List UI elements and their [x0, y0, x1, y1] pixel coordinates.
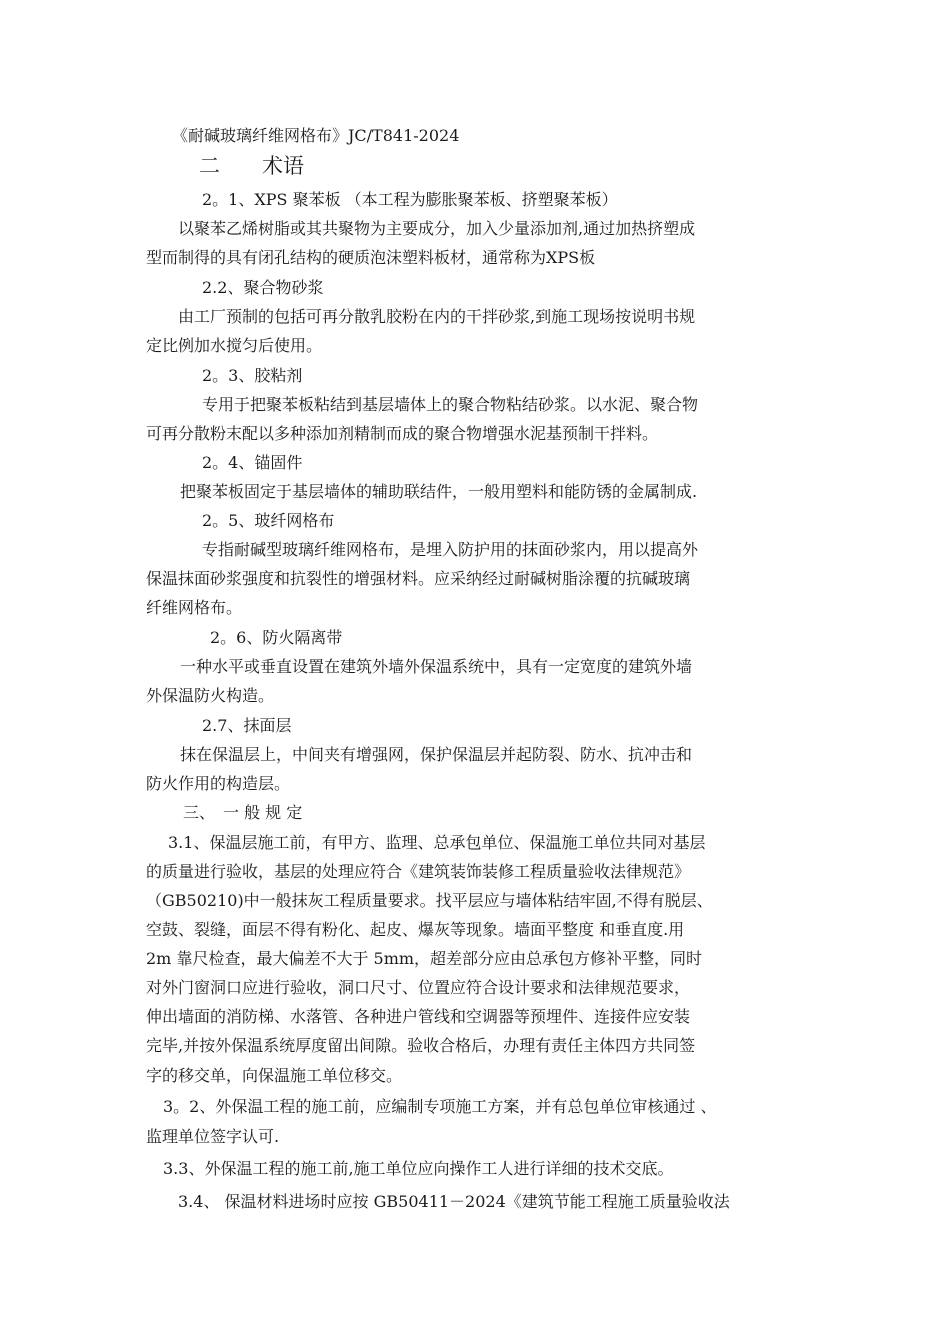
paragraph-line: 空鼓、裂缝，面层不得有粉化、起皮、爆灰等现象。墙面平整度 和垂直度.用 — [146, 920, 685, 939]
term-heading-2-7: 2.7、抹面层 — [202, 716, 292, 735]
paragraph-line: 3.4、 保温材料进场时应按 GB50411－2024《建筑节能工程施工质量验收法 — [178, 1192, 730, 1211]
paragraph-line: 监理单位签字认可. — [146, 1127, 280, 1146]
paragraph-line: （GB50210)中一般抹灰工程质量要求。找平层应与墙体粘结牢固,不得有脱层、 — [146, 891, 713, 910]
paragraph-line: 完毕,并按外保温系统厚度留出间隙。验收合格后，办理有责任主体四方共同签 — [146, 1036, 696, 1055]
paragraph-line: 对外门窗洞口应进行验收，洞口尺寸、位置应符合设计要求和法律规范要求， — [146, 978, 691, 997]
paragraph-line: 型而制得的具有闭孔结构的硬质泡沫塑料板材，通常称为XPS板 — [146, 248, 596, 267]
paragraph-line: 外保温防火构造。 — [146, 686, 275, 705]
term-heading-2-3: 2。3、胶粘剂 — [202, 366, 303, 385]
standard-reference-line: 《耐碱玻璃纤维网格布》JC/T841-2024 — [172, 126, 460, 145]
term-heading-2-6: 2。6、防火隔离带 — [210, 628, 343, 647]
paragraph-line: 3。2、外保温工程的施工前，应编制专项施工方案，并有总包单位审核通过 、 — [163, 1097, 717, 1116]
paragraph-line: 2m 靠尺检查，最大偏差不大于 5mm，超差部分应由总承包方修补平整，同时 — [146, 949, 703, 968]
paragraph-line: 抹在保温层上，中间夹有增强网，保护保温层并起防裂、防水、抗冲击和 — [180, 745, 693, 764]
paragraph-line: 3.1、保温层施工前，有甲方、监理、总承包单位、保温施工单位共同对基层 — [168, 833, 706, 852]
paragraph-line: 把聚苯板固定于基层墙体的辅助联结件，一般用塑料和能防锈的金属制成. — [180, 482, 698, 501]
paragraph-line: 一种水平或垂直设置在建筑外墙外保温系统中，具有一定宽度的建筑外墙 — [180, 657, 693, 676]
term-heading-2-5: 2。5、玻纤网格布 — [202, 511, 335, 530]
paragraph-line: 专指耐碱型玻璃纤维网格布，是埋入防护用的抹面砂浆内，用以提高外 — [202, 540, 699, 559]
term-heading-2-2: 2.2、聚合物砂浆 — [202, 278, 324, 297]
paragraph-line: 字的移交单，向保温施工单位移交。 — [146, 1066, 403, 1085]
paragraph-line: 3.3、外保温工程的施工前,施工单位应向操作工人进行详细的技术交底。 — [163, 1159, 674, 1178]
paragraph-line: 保温抹面砂浆强度和抗裂性的增强材料。应采纳经过耐碱树脂涂覆的抗碱玻璃 — [146, 569, 691, 588]
paragraph-line: 的质量进行验收，基层的处理应符合《建筑装饰装修工程质量验收法律规范》 — [146, 862, 691, 881]
paragraph-line: 可再分散粉末配以多种添加剂精制而成的聚合物增强水泥基预制干拌料。 — [146, 424, 659, 443]
term-heading-2-1: 2。1、XPS 聚苯板 （本工程为膨胀聚苯板、挤塑聚苯板） — [202, 190, 618, 209]
term-heading-2-4: 2。4、锚固件 — [202, 453, 303, 472]
paragraph-line: 伸出墙面的消防梯、水落管、各种进户管线和空调器等预埋件、连接件应安装 — [146, 1007, 691, 1026]
paragraph-line: 以聚苯乙烯树脂或其共聚物为主要成分，加入少量添加剂,通过加热挤塑成 — [178, 219, 696, 238]
paragraph-line: 定比例加水搅匀后使用。 — [146, 336, 323, 355]
paragraph-line: 专用于把聚苯板粘结到基层墙体上的聚合物粘结砂浆。以水泥、聚合物 — [202, 395, 699, 414]
section-heading-general: 三、 一 般 规 定 — [183, 803, 303, 822]
paragraph-line: 由工厂预制的包括可再分散乳胶粉在内的干拌砂浆,到施工现场按说明书规 — [178, 307, 696, 326]
section-heading-terms: 二 术语 — [199, 154, 304, 178]
paragraph-line: 防火作用的构造层。 — [146, 774, 291, 793]
paragraph-line: 纤维网格布。 — [146, 598, 243, 617]
